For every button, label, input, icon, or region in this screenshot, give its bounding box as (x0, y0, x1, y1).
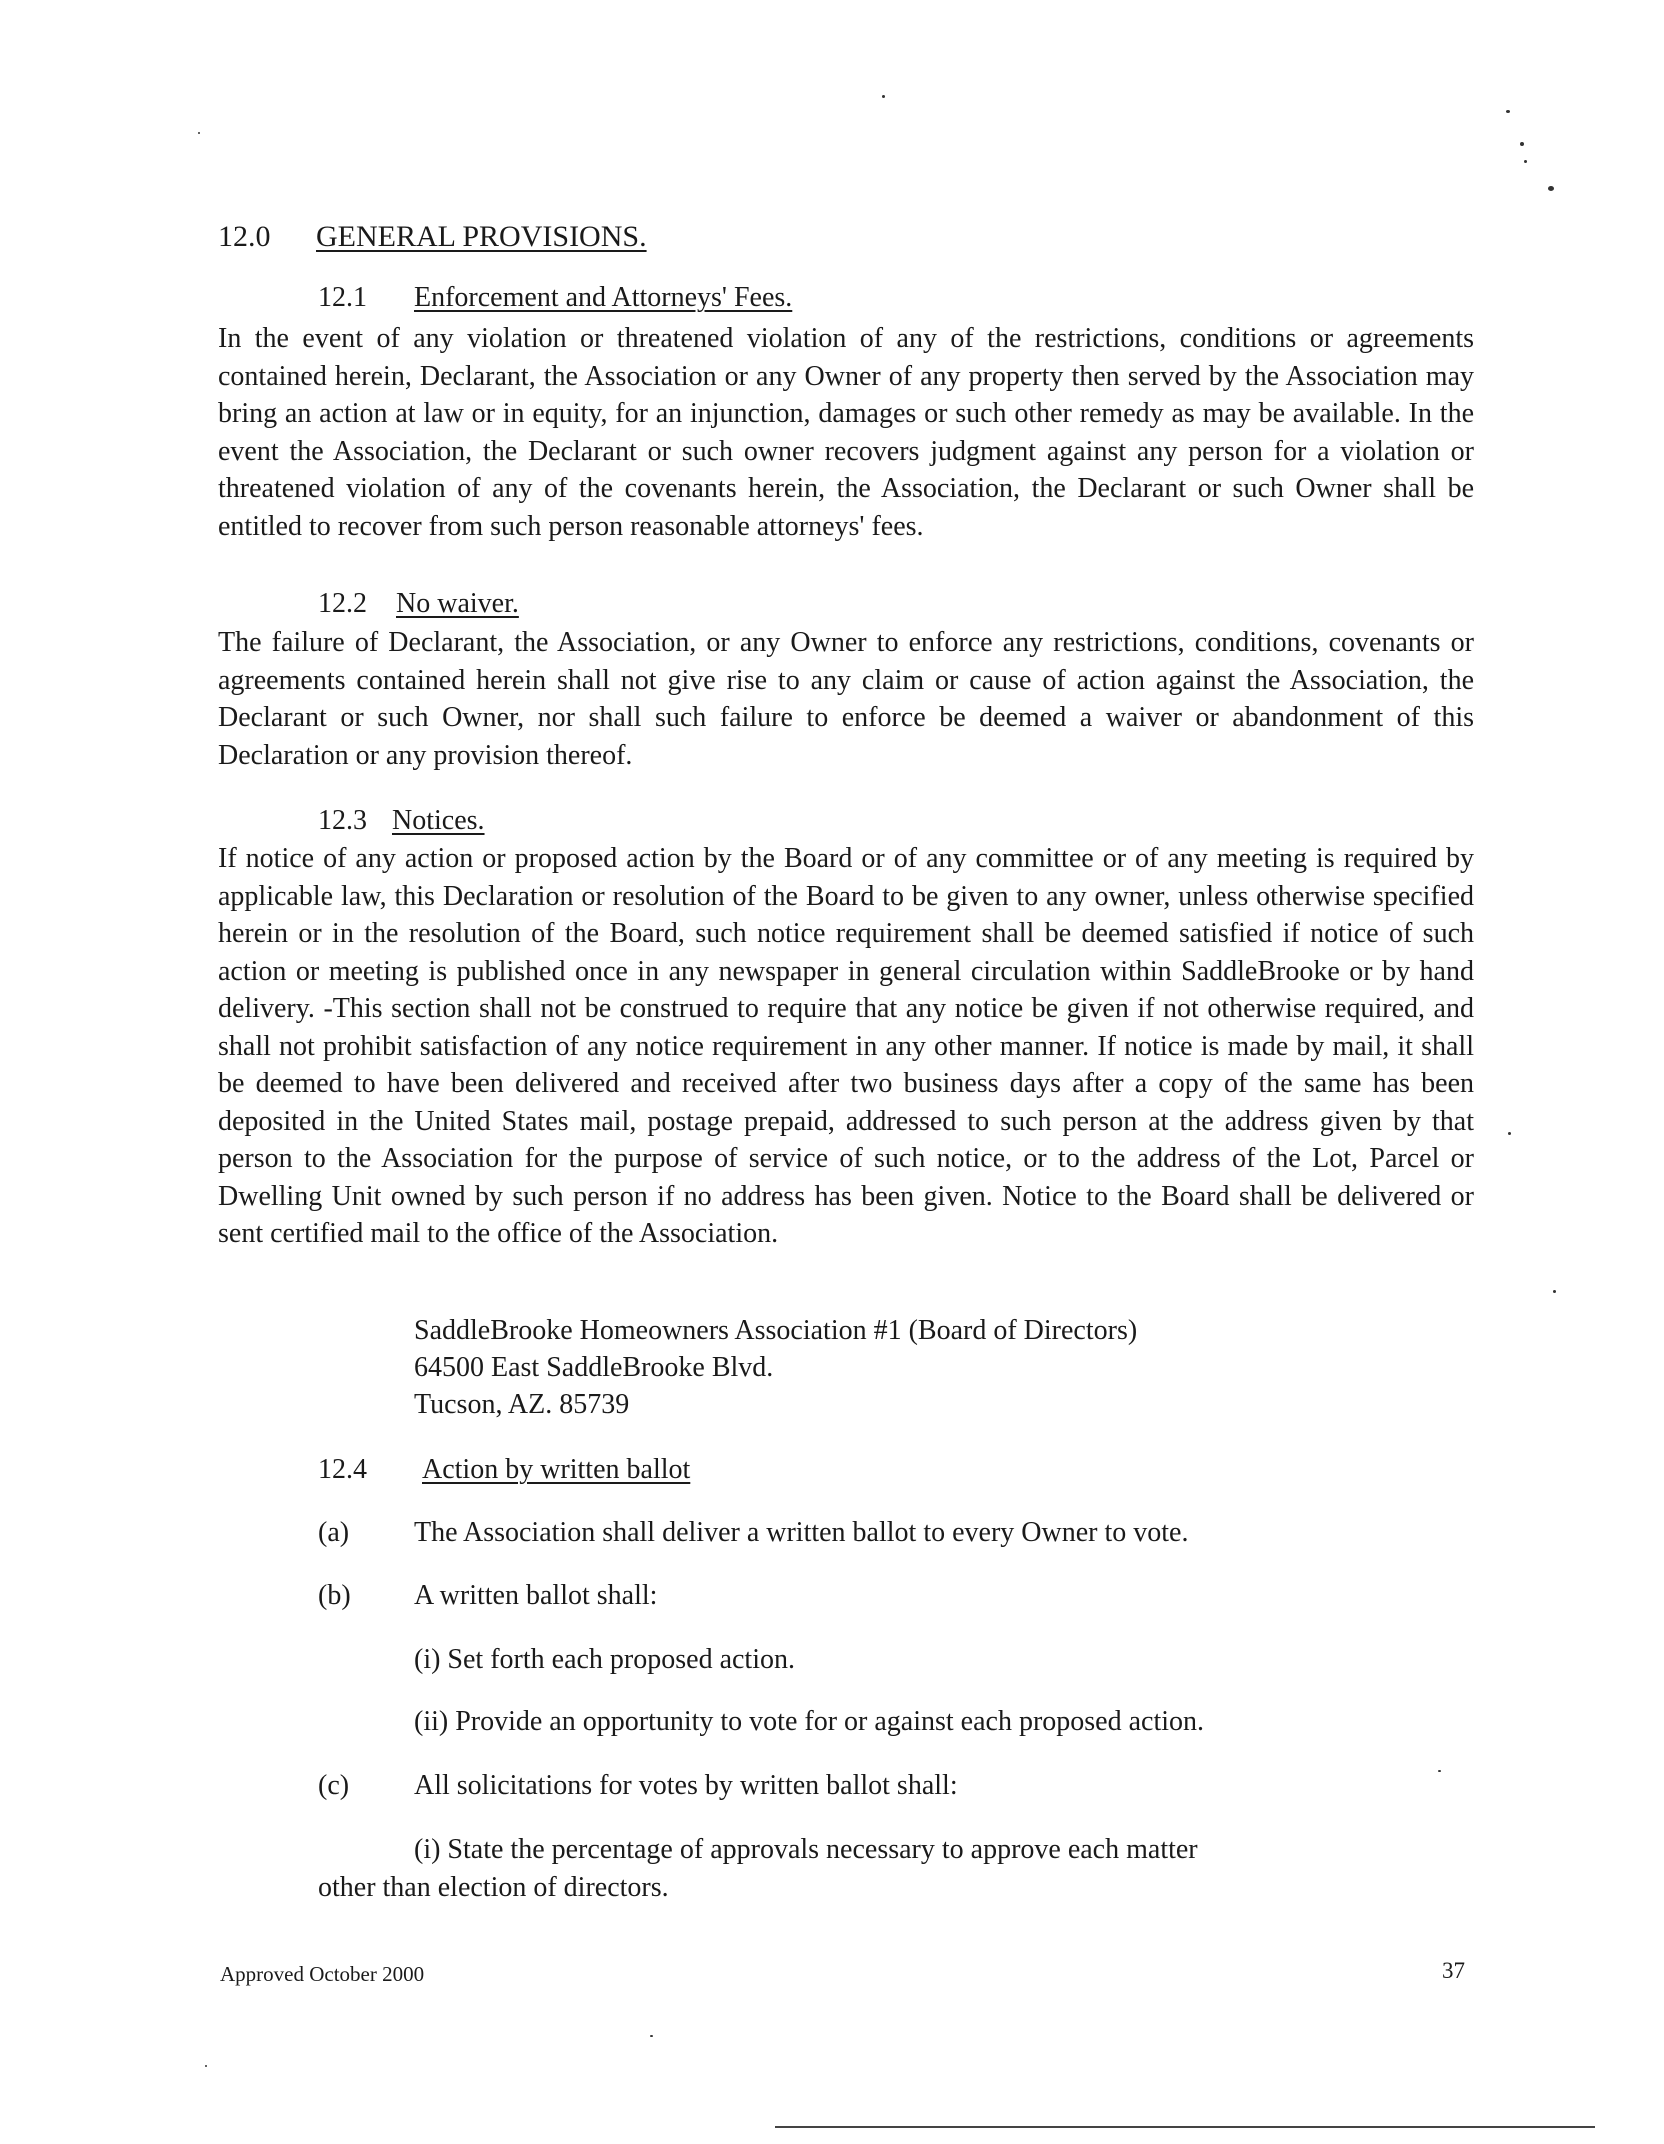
scan-speck (882, 95, 885, 98)
item-b-ii: (ii) Provide an opportunity to vote for or against each proposed action. (414, 1706, 1205, 1737)
footer-page-number: 37 (1442, 1958, 1465, 1983)
scan-speck (650, 2035, 653, 2037)
subsection-12-3-body: If notice of any action or proposed action by the Board or of any committee or of any meeting is required by applicable law, this Declaration or resolution of the Board to be given to any owner, unless otherwise specified herein or in the resolution of the Board, such notice requirement shall be deemed satisfied if notice of such action or meeting is published once in any newspaper in general circulation within SaddleBrooke or by hand delivery. -This section shall not be construed to require that any notice be given if not otherwise required, and shall not prohibit satisfaction of any notice requirement in any other manner. If notice is made by mail, it shall be deemed to have been delivered and received after two business days after a copy of the same has been deposited in the United States mail, postage prepaid, addressed to such person at the address given by that person to the Association for the purpose of service of such notice, or to the address of the Lot, Parcel or Dwelling Unit owned by such person if no address has been given. Notice to the Board shall be delivered or sent certified mail to the office of the Association. (218, 843, 1474, 1249)
item-c-i-line1: (i) State the percentage of approvals necessary to approve each matter (414, 1834, 1198, 1865)
item-a-label: (a) (318, 1517, 350, 1548)
item-c-text: All solicitations for votes by written ballot shall: (414, 1770, 958, 1801)
address-line-1: SaddleBrooke Homeowners Association #1 (Board of Directors) (414, 1315, 1138, 1346)
section-title: GENERAL PROVISIONS. (316, 220, 647, 253)
scan-speck (1548, 186, 1554, 191)
item-c-label: (c) (318, 1770, 350, 1801)
footer-approved: Approved October 2000 (220, 1962, 425, 1986)
subsection-12-3-number: 12.3 (318, 805, 367, 836)
scan-speck (1506, 110, 1510, 113)
item-b-i: (i) Set forth each proposed action. (414, 1644, 795, 1675)
address-line-3: Tucson, AZ. 85739 (414, 1389, 630, 1420)
item-b-text: A written ballot shall: (414, 1580, 658, 1611)
item-c-i-line2: other than election of directors. (318, 1872, 669, 1903)
section-number: 12.0 (218, 220, 271, 253)
scan-speck (1520, 142, 1524, 146)
scan-speck (1438, 1770, 1441, 1772)
subsection-12-1-title: Enforcement and Attorneys' Fees. (414, 282, 793, 313)
bottom-divider (775, 2126, 1595, 2128)
subsection-12-3-title: Notices. (392, 805, 485, 836)
subsection-12-2-title: No waiver. (396, 588, 519, 619)
scan-speck (1508, 1132, 1511, 1135)
item-b-label: (b) (318, 1580, 351, 1611)
subsection-12-1-body: In the event of any violation or threatened violation of any of the restrictions, conditions or agreements contained herein, Declarant, the Association or any Owner of any property then served by the Association may bring an action at law or in equity, for an injunction, damages or such other remedy as may be available. In the event the Association, the Declarant or such owner recovers judgment against any person for a violation or threatened violation of any of the covenants herein, the Association, the Declarant or such Owner shall be entitled to recover from such person reasonable attorneys' fees. (218, 323, 1474, 542)
scan-speck (1553, 1290, 1556, 1293)
item-a-text: The Association shall deliver a written ballot to every Owner to vote. (414, 1517, 1189, 1548)
scan-speck (205, 2065, 207, 2067)
scan-speck (198, 132, 200, 134)
subsection-12-1-number: 12.1 (318, 282, 367, 313)
address-block (414, 1312, 1137, 1423)
address-line-2: 64500 East SaddleBrooke Blvd. (414, 1352, 774, 1383)
subsection-12-4-title: Action by written ballot (422, 1454, 691, 1485)
subsection-12-2-body: The failure of Declarant, the Association, or any Owner to enforce any restrictions, conditions, covenants or agreements contained herein shall not give rise to any claim or cause of action against the Association, the Declarant or such Owner, nor shall such failure to enforce be deemed a waiver or abandonment of this Declaration or any provision thereof. (218, 627, 1474, 771)
subsection-12-2-number: 12.2 (318, 588, 367, 619)
subsection-12-4-number: 12.4 (318, 1454, 367, 1485)
scan-speck (1524, 160, 1527, 163)
